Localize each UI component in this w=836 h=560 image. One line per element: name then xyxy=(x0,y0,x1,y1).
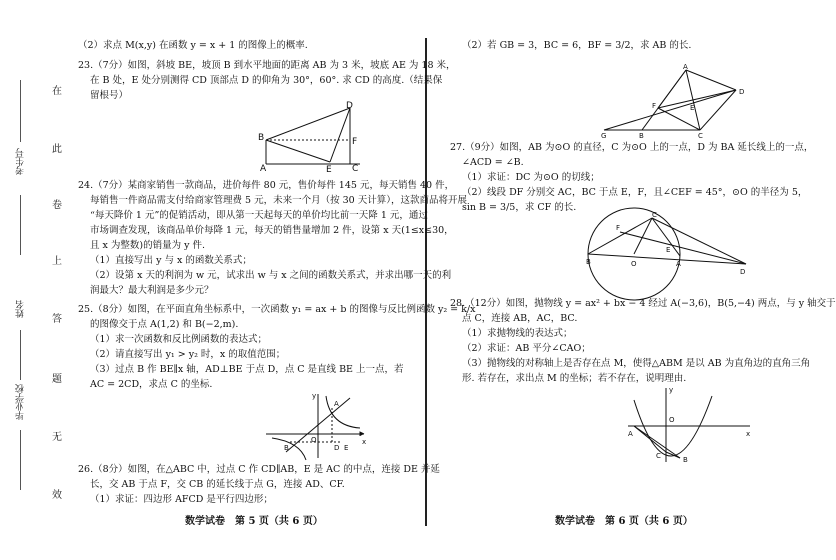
left-page-text xyxy=(78,38,456,103)
q26-part1: （1）求证：四边形 AFCD 是平行四边形； xyxy=(90,494,273,505)
graph-label-e: E xyxy=(344,444,349,452)
graph-label-y: y xyxy=(312,392,317,400)
seal-char: 题 xyxy=(52,374,62,385)
q25-line2: 的图像交于点 A(1,2) 和 B(−2,m). xyxy=(90,319,239,330)
q28-part1: （1）求抛物线的表达式； xyxy=(462,328,573,339)
exam-number-line xyxy=(20,80,21,142)
circle-label-e: E xyxy=(666,246,671,254)
quad-label-c: C xyxy=(698,132,703,140)
seal-char: 无 xyxy=(52,432,62,443)
circle-label-d: D xyxy=(740,268,746,276)
right-page-top xyxy=(450,38,780,53)
q27-part2: （2）线段 DF 分别交 AC，BC 于点 E，F，且∠CEF = 45°，⊙O 的半径为 5， xyxy=(462,187,808,198)
q26-part2: （2）若 GB = 3，BC = 6，BF = 3/2，求 AB 的长. xyxy=(462,40,692,51)
quad-label-d: D xyxy=(739,88,745,96)
q24-part1: （1）直接写出 y 与 x 的函数关系式； xyxy=(90,255,252,266)
graph-label-a: A xyxy=(334,400,339,408)
q23-line3: 留根号） xyxy=(90,90,129,101)
circle-label-o: O xyxy=(631,260,637,268)
q27-part2-cont: sin B = 3/5，求 CF 的长. xyxy=(462,202,577,213)
circle-label-c: C xyxy=(652,211,657,219)
graph-label-b: B xyxy=(284,444,289,452)
slope-label-a: A xyxy=(260,164,267,174)
q26-line2: 长，交 AB 于点 F，交 CB 的延长线于点 G，连接 AD、CF. xyxy=(90,479,345,490)
graph-label-x: x xyxy=(362,438,367,446)
circle-figure xyxy=(586,211,756,290)
slope-label-d: D xyxy=(346,101,353,111)
q24-line3: “每天降价 1 元”的促销活动，即从第一天起每天的单价均比前一天降 1 元，通过 xyxy=(90,210,428,221)
parabola-label-c: C xyxy=(656,452,661,460)
q28-part3: （3）抛物线的对称轴上是否存在点 M，使得△ABM 是以 AB 为直角边的直角三角 xyxy=(462,358,811,369)
right-page-footer: 数学试卷 第 6 页（共 6 页） xyxy=(555,516,693,527)
q26-text xyxy=(78,462,440,507)
name-label: 姓名 xyxy=(16,300,26,318)
q28-line2: 点 C，连接 AB，AC，BC. xyxy=(462,313,578,324)
parabola-label-b: B xyxy=(683,456,688,464)
quad-label-f: F xyxy=(652,102,657,110)
q24-part2: （2）设第 x 天的利润为 w 元，试求出 w 与 x 之间的函数关系式，并求出哪一天的利 xyxy=(90,270,452,281)
circle-label-a: A xyxy=(676,260,681,268)
seal-char: 卷 xyxy=(52,200,62,211)
q25-part1: （1）求一次函数和反比例函数的表达式； xyxy=(90,334,268,345)
parabola-figure xyxy=(626,384,756,464)
q27-line2: ∠ACD = ∠B. xyxy=(462,157,524,168)
q25-part3-cont: AC = 2CD，求点 C 的坐标. xyxy=(90,379,213,390)
exam-number-line-lower xyxy=(20,195,21,255)
q27-text xyxy=(450,140,814,215)
q27-line1: 27.（9分）如图，AB 为⊙O 的直径，C 为⊙O 上的一点，D 为 BA 延长线上的一点， xyxy=(450,142,814,153)
quadrilateral-figure xyxy=(598,64,778,140)
quad-label-e: E xyxy=(690,104,695,112)
q27-part1: （1）求证：DC 为⊙O 的切线； xyxy=(462,172,600,183)
slope-label-b: B xyxy=(258,133,265,143)
q22-part2: （2）求点 M(x,y) 在函数 y = x + 1 的图像上的概率. xyxy=(78,40,308,51)
q28-line1: 28.（12分）如图，抛物线 y = ax² + bx − 4 经过 A(−3,6)，B(5,−4) 两点，与 y 轴交于 xyxy=(450,298,836,309)
slope-label-e: E xyxy=(326,165,332,175)
slope-figure xyxy=(258,100,368,175)
q25-part3: （3）过点 B 作 BE∥x 轴，AD⊥BE 于点 D，点 C 是直线 BE 上一点，若 xyxy=(90,364,404,375)
parabola-label-y: y xyxy=(669,386,674,394)
parabola-label-a: A xyxy=(628,430,633,438)
circle-label-b: B xyxy=(586,258,591,266)
quad-label-g: G xyxy=(601,132,607,140)
q24-line4: 市场调查发现，该商品单价每降 1 元，每天的销售量增加 2 件，设第 x 天(1≤x≤30， xyxy=(90,225,454,236)
q24-line2: 每销售一件商品需支付给商家管理费 5 元，未来一个月（按 30 天计算），这款商品将开展 xyxy=(90,195,467,206)
q28-part2: （2）求证：AB 平分∠CAO； xyxy=(462,343,591,354)
seal-char: 答 xyxy=(52,314,62,325)
q26-line1: 26.（8分）如图，在△ABC 中，过点 C 作 CD∥AB，E 是 AC 的中点，连接 DE 并延 xyxy=(78,464,440,475)
q24-line5: 且 x 为整数)的销量为 y 件. xyxy=(90,240,206,251)
slope-label-c: C xyxy=(352,164,359,174)
quad-label-a: A xyxy=(683,63,688,71)
school-label: 毕业学校 xyxy=(16,384,26,420)
q24-part2-cont: 润最大？最大利润是多少元？ xyxy=(90,285,214,296)
binding-margin xyxy=(0,0,62,560)
q25-line1: 25.（8分）如图，在平面直角坐标系中，一次函数 y₁ = ax + b 的图像与反比例函数 y₂ = k/x xyxy=(78,304,476,315)
function-graph-figure xyxy=(260,390,370,462)
q23-line1: 23.（7分）如图，斜坡 BE，坡顶 B 到水平地面的距离 AB 为 3 米，坡底 AE 为 18 米， xyxy=(78,60,456,71)
school-line xyxy=(20,430,21,490)
circle-label-f: F xyxy=(616,224,621,232)
q23-line2: 在 B 处，E 处分别测得 CD 顶部点 D 的仰角为 30°，60°. 求 CD 的高度.（结果保 xyxy=(90,75,443,86)
seal-char: 上 xyxy=(52,256,62,267)
q28-text xyxy=(450,296,836,386)
graph-label-d: D xyxy=(334,444,340,452)
slope-label-f: F xyxy=(352,137,358,147)
q24-line1: 24.（7分）某商家销售一款商品，进价每件 80 元，售价每件 145 元，每天销售 40 件， xyxy=(78,180,455,191)
name-line xyxy=(20,330,21,380)
graph-label-o: O xyxy=(311,436,317,444)
quad-label-b: B xyxy=(639,132,644,140)
q28-part3-cont: 形. 若存在，求出点 M 的坐标；若不存在，说明理由. xyxy=(462,373,687,384)
parabola-label-x: x xyxy=(746,430,751,438)
q24-text xyxy=(78,178,476,392)
left-page-footer: 数学试卷 第 5 页（共 6 页） xyxy=(185,516,323,527)
seal-char: 此 xyxy=(52,144,62,155)
seal-char: 在 xyxy=(52,86,62,97)
q25-part2: （2）请直接写出 y₁ > y₂ 时，x 的取值范围； xyxy=(90,349,286,360)
exam-number-label: 考生号 xyxy=(16,148,26,175)
seal-char: 效 xyxy=(52,490,62,501)
parabola-label-o: O xyxy=(669,416,675,424)
